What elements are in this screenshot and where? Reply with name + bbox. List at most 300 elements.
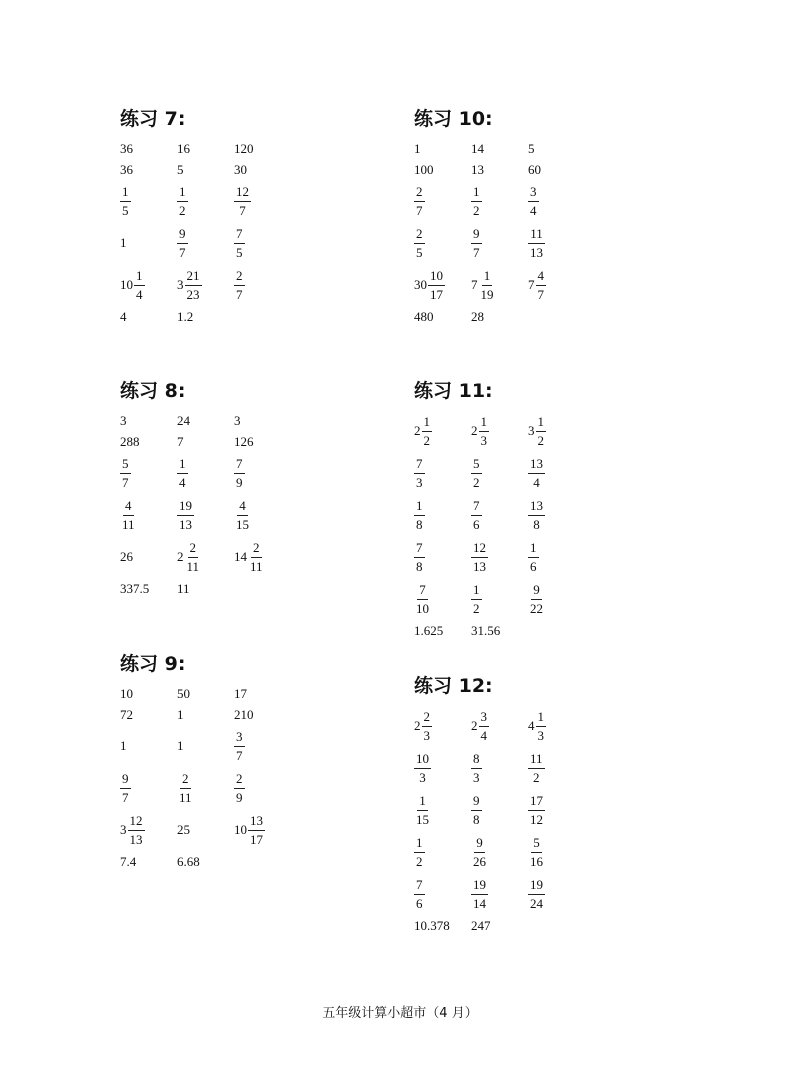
fraction-denominator: 2 [533, 769, 540, 785]
answer-cell [471, 709, 528, 744]
answer-cell [528, 835, 585, 870]
fraction-denominator: 11 [250, 558, 263, 574]
fraction-denominator: 8 [533, 516, 540, 532]
answer-cell [528, 456, 585, 491]
fraction-denominator: 6 [473, 516, 480, 532]
fraction-numerator: 1 [536, 709, 547, 727]
fraction-denominator: 14 [473, 895, 486, 911]
fraction-numerator: 7 [414, 456, 425, 474]
answer-row [414, 494, 585, 536]
fraction-numerator: 8 [471, 751, 482, 769]
fraction-denominator: 7 [179, 244, 186, 260]
page-footer: 五年级计算小超市（4 月） [322, 1006, 478, 1021]
answer-cell [414, 835, 471, 870]
fraction-denominator: 13 [473, 558, 486, 574]
fraction-numerator: 19 [528, 877, 545, 895]
answer-cell [471, 793, 528, 828]
fraction-numerator: 12 [471, 540, 488, 558]
answer-cell [528, 184, 585, 219]
fraction-numerator: 2 [180, 771, 191, 789]
answer-cell [414, 498, 471, 533]
answer-cell [120, 813, 177, 848]
answer-row [414, 620, 585, 641]
fraction-numerator: 2 [414, 184, 425, 202]
answer-cell [528, 498, 585, 533]
mixed-number-whole: 2 [177, 549, 184, 564]
answer-row [414, 264, 585, 306]
answer-cell [471, 456, 528, 491]
answer-cell: 31.56 [471, 622, 501, 638]
fraction [536, 709, 547, 744]
fraction-numerator: 2 [188, 540, 199, 558]
fraction-denominator: 11 [186, 558, 200, 574]
fraction [471, 498, 482, 533]
answer-cell: 480 [414, 308, 434, 324]
fraction-denominator: 7 [122, 789, 129, 805]
exercise-8-section [120, 380, 291, 599]
fraction-numerator: 4 [123, 498, 134, 516]
answer-cell [528, 268, 585, 303]
answer-row [414, 873, 585, 915]
fraction [528, 184, 539, 219]
fraction [528, 835, 545, 870]
answer-cell: 120 [234, 140, 254, 156]
answer-row [120, 222, 291, 264]
fraction-denominator: 4 [533, 474, 540, 490]
answer-row [414, 747, 585, 789]
fraction-denominator: 7 [236, 286, 243, 302]
fraction [471, 751, 482, 786]
answer-cell: 17 [234, 685, 247, 701]
fraction-denominator: 8 [416, 516, 423, 532]
fraction-numerator: 9 [471, 793, 482, 811]
fraction [471, 540, 488, 575]
answer-cell [234, 268, 291, 303]
fraction-numerator: 13 [248, 813, 265, 831]
answer-cell [414, 540, 471, 575]
fraction-denominator: 2 [416, 853, 423, 869]
fraction-numerator: 9 [120, 771, 131, 789]
fraction-denominator: 4 [179, 474, 186, 490]
fraction-numerator: 13 [528, 456, 545, 474]
answer-row [120, 578, 291, 599]
fraction-numerator: 1 [482, 268, 493, 286]
answer-cell [234, 771, 291, 806]
fraction-numerator: 9 [471, 226, 482, 244]
fraction-numerator: 7 [414, 540, 425, 558]
answer-row [120, 159, 291, 180]
answer-cell [414, 793, 471, 828]
fraction-numerator: 1 [120, 184, 131, 202]
answer-cell: 72 [120, 706, 133, 722]
fraction-denominator: 24 [530, 895, 543, 911]
fraction [428, 268, 445, 303]
fraction [120, 498, 137, 533]
fraction-numerator: 19 [177, 498, 194, 516]
mixed-number-whole: 3 [177, 277, 184, 292]
answer-cell: 26 [120, 549, 133, 564]
fraction-denominator: 22 [530, 600, 543, 616]
fraction [234, 729, 245, 764]
fraction-numerator: 5 [471, 456, 482, 474]
answer-cell [471, 184, 528, 219]
mixed-number-whole: 30 [414, 277, 427, 292]
answer-cell: 25 [177, 822, 190, 837]
answer-cell [528, 226, 585, 261]
fraction [528, 582, 545, 617]
answer-row [120, 431, 291, 452]
fraction [177, 184, 188, 219]
answer-row [120, 725, 291, 767]
answer-cell [528, 540, 585, 575]
answer-cell [528, 709, 585, 744]
answer-row [414, 159, 585, 180]
answer-row [120, 767, 291, 809]
answer-cell: 1 [120, 738, 127, 753]
fraction-denominator: 5 [236, 244, 243, 260]
answer-cell: 288 [120, 433, 140, 449]
answer-cell: 210 [234, 706, 254, 722]
answer-cell: 11 [177, 580, 190, 596]
fraction [414, 498, 425, 533]
answer-cell [234, 813, 291, 848]
answer-cell [414, 184, 471, 219]
section-title: 练习 10: [414, 108, 493, 130]
fraction-numerator: 4 [536, 268, 547, 286]
answer-cell [234, 184, 291, 219]
answer-cell: 7.4 [120, 853, 137, 869]
fraction [422, 414, 433, 449]
answer-cell: 100 [414, 161, 434, 177]
fraction-denominator: 3 [416, 474, 423, 490]
fraction-denominator: 2 [473, 474, 480, 490]
fraction-denominator: 26 [473, 853, 486, 869]
answer-cell: 1 [177, 738, 184, 753]
answer-cell [120, 268, 177, 303]
fraction-denominator: 4 [480, 727, 487, 743]
answer-cell [471, 414, 528, 449]
answer-cell: 14 [471, 140, 484, 156]
answer-cell: 1 [120, 235, 127, 250]
fraction [414, 184, 425, 219]
fraction-numerator: 1 [414, 835, 425, 853]
answer-cell: 337.5 [120, 580, 150, 596]
fraction [471, 226, 482, 261]
fraction-denominator: 7 [239, 202, 246, 218]
fraction-denominator: 15 [416, 811, 429, 827]
answer-cell [414, 226, 471, 261]
fraction-numerator: 1 [177, 456, 188, 474]
fraction [414, 540, 425, 575]
answer-cell [414, 709, 471, 744]
answer-cell: 24 [177, 412, 190, 428]
answer-cell [234, 540, 291, 575]
answer-row [414, 789, 585, 831]
answer-row [120, 809, 291, 851]
fraction [414, 877, 425, 912]
mixed-number-whole: 2 [414, 718, 421, 733]
fraction-numerator: 9 [531, 582, 542, 600]
fraction-denominator: 13 [179, 516, 192, 532]
mixed-number-whole: 7 [528, 277, 535, 292]
fraction-numerator: 12 [128, 813, 145, 831]
fraction [234, 226, 245, 261]
fraction [248, 813, 265, 848]
fraction [120, 456, 131, 491]
fraction [414, 793, 431, 828]
answer-cell [234, 456, 291, 491]
fraction-numerator: 1 [422, 414, 433, 432]
mixed-number-whole: 2 [471, 423, 478, 438]
fraction-numerator: 2 [422, 709, 433, 727]
answer-cell [471, 498, 528, 533]
answer-cell: 4 [120, 308, 127, 324]
answer-row [120, 683, 291, 704]
answer-row [120, 264, 291, 306]
answer-cell [177, 226, 234, 261]
answer-cell [528, 877, 585, 912]
fraction-denominator: 7 [416, 202, 423, 218]
fraction-denominator: 2 [473, 202, 480, 218]
section-title: 练习 8: [120, 380, 186, 402]
section-title: 练习 7: [120, 108, 186, 130]
answer-cell [414, 268, 471, 303]
fraction-denominator: 4 [136, 286, 143, 302]
mixed-number-whole: 2 [471, 718, 478, 733]
fraction [128, 813, 145, 848]
fraction-numerator: 12 [234, 184, 251, 202]
fraction-denominator: 19 [480, 286, 494, 302]
fraction-denominator: 15 [236, 516, 249, 532]
fraction-denominator: 4 [530, 202, 537, 218]
fraction [422, 709, 433, 744]
answer-row [120, 180, 291, 222]
fraction-numerator: 1 [134, 268, 145, 286]
fraction [120, 771, 131, 806]
fraction-denominator: 13 [129, 831, 143, 847]
fraction-denominator: 7 [122, 474, 129, 490]
fraction-numerator: 9 [177, 226, 188, 244]
fraction [528, 793, 545, 828]
fraction [479, 268, 496, 303]
answer-cell: 7 [177, 433, 184, 449]
answer-row [414, 915, 585, 936]
fraction [479, 709, 490, 744]
answer-cell: 3 [234, 412, 241, 428]
fraction-denominator: 9 [236, 789, 243, 805]
answer-cell [414, 751, 471, 786]
fraction [528, 540, 539, 575]
section-title: 练习 12: [414, 675, 493, 697]
fraction-numerator: 7 [234, 226, 245, 244]
fraction [177, 771, 194, 806]
fraction [414, 835, 425, 870]
answer-cell [177, 456, 234, 491]
fraction-numerator: 2 [234, 771, 245, 789]
fraction [528, 751, 545, 786]
fraction-numerator: 2 [251, 540, 262, 558]
answer-cell: 36 [120, 140, 133, 156]
answer-row [414, 306, 585, 327]
fraction-denominator: 17 [250, 831, 263, 847]
fraction [471, 877, 488, 912]
fraction [471, 582, 482, 617]
fraction [185, 540, 202, 575]
fraction-numerator: 1 [471, 582, 482, 600]
fraction [414, 456, 425, 491]
fraction [528, 226, 545, 261]
fraction [177, 498, 194, 533]
fraction-denominator: 2 [537, 432, 544, 448]
answer-cell [471, 877, 528, 912]
fraction-numerator: 21 [185, 268, 202, 286]
fraction-numerator: 1 [417, 793, 428, 811]
mixed-number-whole: 3 [528, 423, 535, 438]
fraction-numerator: 1 [479, 414, 490, 432]
answer-cell [120, 771, 177, 806]
fraction-numerator: 3 [479, 709, 490, 727]
fraction-denominator: 6 [530, 558, 537, 574]
answer-cell: 126 [234, 433, 254, 449]
fraction-denominator: 3 [473, 769, 480, 785]
fraction-denominator: 9 [236, 474, 243, 490]
fraction-numerator: 4 [237, 498, 248, 516]
answer-row [414, 222, 585, 264]
answer-row [414, 578, 585, 620]
fraction-numerator: 19 [471, 877, 488, 895]
fraction [528, 498, 545, 533]
fraction-denominator: 7 [473, 244, 480, 260]
exercise-9-section [120, 653, 291, 872]
answer-row [414, 536, 585, 578]
mixed-number-whole: 10 [234, 822, 247, 837]
answer-row [414, 705, 585, 747]
answer-row [414, 452, 585, 494]
fraction-denominator: 3 [423, 727, 430, 743]
fraction-denominator: 5 [122, 202, 129, 218]
answer-cell [120, 498, 177, 533]
answer-row [414, 138, 585, 159]
fraction-denominator: 10 [416, 600, 429, 616]
answer-row [120, 138, 291, 159]
fraction-numerator: 17 [528, 793, 545, 811]
section-title: 练习 11: [414, 380, 493, 402]
answer-cell: 28 [471, 308, 484, 324]
fraction [185, 268, 202, 303]
answer-row [120, 536, 291, 578]
exercise-11-section [414, 380, 585, 641]
answer-cell: 1.625 [414, 622, 444, 638]
fraction-denominator: 16 [530, 853, 543, 869]
answer-cell [528, 751, 585, 786]
fraction [479, 414, 490, 449]
fraction [414, 582, 431, 617]
answer-row [120, 494, 291, 536]
exercise-12-section [414, 675, 585, 936]
fraction [234, 456, 245, 491]
fraction-denominator: 11 [122, 516, 135, 532]
fraction [234, 771, 245, 806]
fraction-numerator: 1 [177, 184, 188, 202]
answer-row [120, 704, 291, 725]
answer-cell [528, 582, 585, 617]
fraction [528, 877, 545, 912]
fraction-denominator: 2 [423, 432, 430, 448]
fraction-denominator: 2 [179, 202, 186, 218]
fraction-denominator: 12 [530, 811, 543, 827]
mixed-number-whole: 3 [120, 822, 127, 837]
answer-row [120, 410, 291, 431]
answer-cell [177, 184, 234, 219]
fraction [248, 540, 265, 575]
fraction-denominator: 17 [430, 286, 443, 302]
answer-cell: 30 [234, 161, 247, 177]
answer-cell [414, 877, 471, 912]
fraction [471, 456, 482, 491]
fraction-denominator: 7 [236, 747, 243, 763]
fraction-numerator: 1 [528, 540, 539, 558]
section-title: 练习 9: [120, 653, 186, 675]
answer-cell: 3 [120, 412, 127, 428]
mixed-number-whole: 2 [414, 423, 421, 438]
answer-cell [528, 793, 585, 828]
fraction-numerator: 3 [234, 729, 245, 747]
fraction [536, 268, 547, 303]
answer-cell [471, 582, 528, 617]
fraction-denominator: 6 [416, 895, 423, 911]
answer-cell: 13 [471, 161, 484, 177]
answer-cell [414, 414, 471, 449]
fraction [134, 268, 145, 303]
answer-cell: 5 [528, 140, 535, 156]
fraction-denominator: 8 [473, 811, 480, 827]
exercise-7-section [120, 108, 291, 327]
fraction [414, 226, 425, 261]
answer-cell [177, 771, 234, 806]
answer-cell: 5 [177, 161, 184, 177]
fraction [528, 456, 545, 491]
fraction [536, 414, 547, 449]
answer-cell: 6.68 [177, 853, 200, 869]
fraction [177, 456, 188, 491]
answer-cell: 1 [414, 140, 421, 156]
answer-row [120, 452, 291, 494]
answer-row [414, 831, 585, 873]
fraction-numerator: 10 [414, 751, 431, 769]
fraction-denominator: 3 [480, 432, 487, 448]
mixed-number-whole: 4 [528, 718, 535, 733]
answer-row [414, 180, 585, 222]
answer-cell [471, 751, 528, 786]
fraction-denominator: 3 [537, 727, 544, 743]
fraction [414, 751, 431, 786]
fraction-numerator: 2 [234, 268, 245, 286]
answer-row [120, 851, 291, 872]
answer-cell: 36 [120, 161, 133, 177]
fraction [120, 184, 131, 219]
answer-cell [471, 835, 528, 870]
answer-cell [414, 582, 471, 617]
fraction-numerator: 3 [528, 184, 539, 202]
mixed-number-whole: 7 [471, 277, 478, 292]
answer-cell: 50 [177, 685, 190, 701]
fraction-numerator: 1 [471, 184, 482, 202]
exercise-10-section [414, 108, 585, 327]
fraction-numerator: 1 [414, 498, 425, 516]
answer-cell: 10 [120, 685, 133, 701]
answer-cell [414, 456, 471, 491]
fraction-numerator: 2 [414, 226, 425, 244]
